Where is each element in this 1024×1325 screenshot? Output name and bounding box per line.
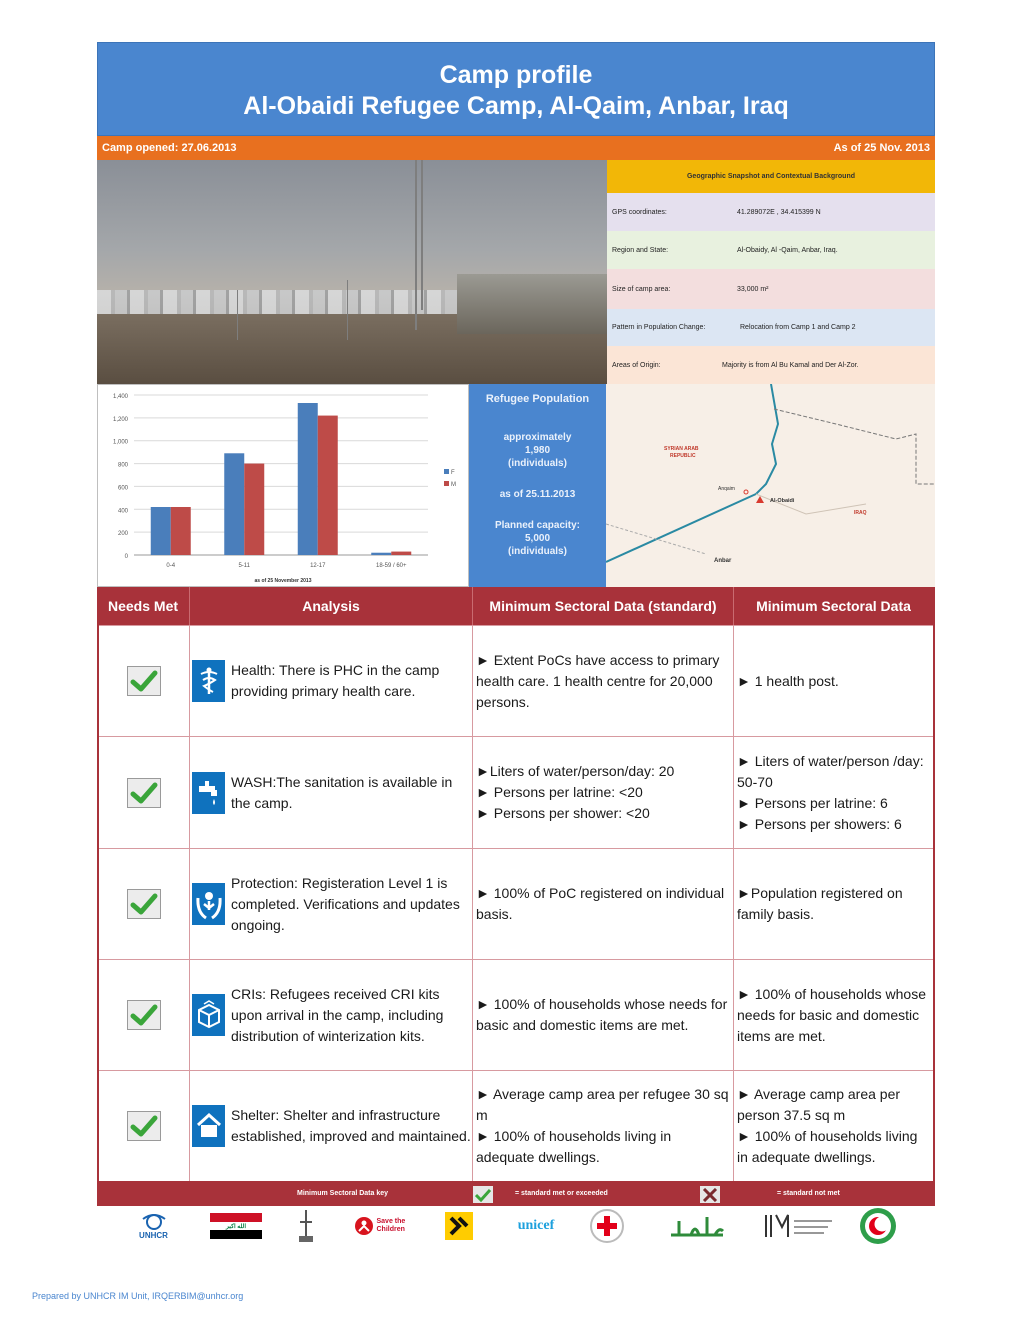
table-row <box>99 959 933 1070</box>
standard-cell <box>473 849 734 959</box>
save-logo-text: Save the Children <box>376 1218 406 1233</box>
needs-met-check-icon <box>127 1111 161 1141</box>
population-heading: Refugee Population <box>485 393 590 405</box>
population-date: as of 25.11.2013 <box>499 489 576 500</box>
legend-met-text: = standard met or exceeded <box>515 1190 608 1197</box>
analysis-text: CRIs: Refugees received CRI kits upon arrival in the camp, including distribution of winterization kits. <box>231 985 444 1044</box>
column-header-standard: Minimum Sectoral Data (standard) <box>473 587 734 625</box>
population-line: approximately <box>503 432 572 443</box>
sector-data-text: ► Average camp area per person 37.5 sq m ► 100% of households living in adequate dwellings. <box>737 1086 918 1165</box>
red-cross-logo <box>587 1205 627 1247</box>
geo-label: Pattern in Population Change: <box>612 324 706 331</box>
analysis-cell <box>190 737 473 848</box>
arabic-ngo-logo <box>667 1205 727 1247</box>
geo-value: Al-Obaidy, Al -Qaim, Anbar, Iraq. <box>737 246 838 254</box>
bar-f-3 <box>371 553 391 555</box>
water-tap-icon <box>192 772 225 814</box>
planned-capacity <box>469 519 606 558</box>
population-total <box>469 431 606 470</box>
sector-data-text: ► Liters of water/person /day: 50-70 ► Persons per latrine: 6 ► Persons per showers: 6 <box>737 752 924 832</box>
capacity-label: Planned capacity: <box>494 520 581 531</box>
geo-value: Relocation from Camp 1 and Camp 2 <box>740 324 856 331</box>
column-header-analysis: Analysis <box>190 587 473 625</box>
location-map <box>606 384 935 587</box>
data-cell <box>734 849 933 959</box>
border-line <box>606 494 756 562</box>
table-row <box>99 1070 933 1181</box>
geo-heading: Geographic Snapshot and Contextual Background <box>607 160 935 193</box>
bar-f-2 <box>298 403 318 555</box>
population-bar-chart <box>98 385 468 586</box>
analysis-text: WASH:The sanitation is available in the camp. <box>231 773 453 811</box>
table-row <box>99 848 933 959</box>
bar-f-1 <box>224 453 244 555</box>
standard-cell <box>473 737 734 848</box>
refugee-population-panel <box>469 384 606 587</box>
camp-photo <box>97 160 607 384</box>
standard-text: ► Extent PoCs have access to primary health care. 1 health centre for 20,000 persons. <box>476 651 720 710</box>
x-tick-label: 0-4 <box>166 563 176 569</box>
camp-opened-date: Camp opened: 27.06.2013 <box>102 142 237 154</box>
y-tick-label: 200 <box>117 531 128 538</box>
table-header <box>99 587 933 625</box>
needs-met-cell <box>99 849 190 959</box>
geo-label: Size of camp area: <box>612 285 671 293</box>
legend-check-icon <box>473 1186 493 1203</box>
as-of-date: As of 25 Nov. 2013 <box>833 142 930 154</box>
chart-footnote: as of 25 November 2013 <box>254 578 312 584</box>
needs-met-cell <box>99 1071 190 1181</box>
analysis-text: Shelter: Shelter and infrastructure established, improved and maintained. <box>231 1107 471 1144</box>
sector-data-text: ►Population registered on family basis. <box>737 885 903 922</box>
needs-met-check-icon <box>127 666 161 696</box>
legend-cross-icon <box>700 1186 720 1203</box>
town-marker-icon <box>744 490 748 494</box>
population-chart <box>97 384 469 587</box>
camp-label: Al-Obaidi <box>770 498 795 504</box>
y-tick-label: 600 <box>117 485 128 492</box>
data-cell <box>734 1071 933 1181</box>
geo-label: Region and State: <box>612 246 669 254</box>
y-tick-label: 1,000 <box>112 439 128 446</box>
x-tick-label: 5-11 <box>238 563 251 569</box>
sector-data-text: ► 100% of households whose needs for basic and domestic items are met. <box>737 985 926 1044</box>
geo-row <box>607 346 935 384</box>
analysis-text: Health: There is PHC in the camp providing primary health care. <box>231 662 440 699</box>
footer-credit: Prepared by UNHCR IM Unit, IRQERBIM@unhcr.org <box>32 1291 244 1301</box>
road-line <box>756 494 866 514</box>
population-line: (individuals) <box>508 458 567 469</box>
cri-box-icon <box>192 994 225 1036</box>
geo-value: 41.289072E , 34.415399 N <box>737 208 821 216</box>
standard-text: ► 100% of PoC registered on individual basis. <box>476 885 725 922</box>
anqaim-label: Anqaim <box>718 486 735 492</box>
geo-label: Areas of Origin: <box>612 361 661 369</box>
legend-bar <box>97 1183 935 1206</box>
y-tick-label: 0 <box>124 554 128 560</box>
y-tick-label: 1,400 <box>112 394 128 400</box>
sector-table <box>97 587 935 1183</box>
bar-m-0 <box>171 507 191 555</box>
partner-logos <box>97 1205 935 1250</box>
needs-met-check-icon <box>127 1000 161 1030</box>
page-subtitle: Al-Obaidi Refugee Camp, Al-Qaim, Anbar, Iraq <box>243 92 789 120</box>
data-cell <box>734 960 933 1070</box>
iraq-label: IRAQ <box>854 510 867 516</box>
page-title: Camp profile <box>439 61 593 89</box>
standard-text: ►Liters of water/person/day: 20 ► Persons per latrine: <20 ► Persons per shower: <20 <box>476 763 675 821</box>
road-line <box>606 524 706 554</box>
shelter-icon <box>192 1105 225 1147</box>
column-header-data: Minimum Sectoral Data <box>756 598 911 614</box>
standard-text: ► 100% of households whose needs for basic and domestic items are met. <box>476 996 728 1033</box>
border-line <box>756 384 778 494</box>
analysis-cell <box>190 960 473 1070</box>
geo-row <box>607 309 935 346</box>
analysis-cell <box>190 1071 473 1181</box>
geo-row <box>607 193 935 231</box>
road-line <box>774 409 935 484</box>
syria-label: SYRIAN ARAB REPUBLIC <box>664 446 699 459</box>
capacity-line: (individuals) <box>508 546 567 557</box>
analysis-cell <box>190 626 473 736</box>
map-graphic <box>606 384 935 587</box>
anbar-label: Anbar <box>714 558 732 564</box>
capacity-count: 5,000 <box>524 533 551 544</box>
table-row <box>99 736 933 848</box>
standard-cell <box>473 960 734 1070</box>
red-crescent-logo <box>857 1205 899 1247</box>
legend-label: Minimum Sectoral Data key <box>297 1190 389 1197</box>
sector-data-text: ► 1 health post. <box>737 672 839 689</box>
health-icon <box>192 660 225 702</box>
geo-row <box>607 231 935 269</box>
bar-m-2 <box>318 416 338 555</box>
bar-m-3 <box>391 552 411 555</box>
bar-f-0 <box>151 507 171 555</box>
geographic-snapshot <box>607 160 935 384</box>
analysis-text: Protection: Registeration Level 1 is completed. Verifications and updates ongoing. <box>231 874 460 933</box>
ministry-emblem-logo <box>295 1205 317 1247</box>
iraq-flag-logo <box>210 1205 262 1247</box>
legend-swatch-f <box>444 469 449 474</box>
table-row <box>99 625 933 736</box>
needs-met-check-icon <box>127 778 161 808</box>
svg-text:الله اكبر: الله اكبر <box>225 1224 247 1230</box>
save-the-children-logo <box>353 1205 413 1247</box>
unicef-logo: unicef <box>517 1218 555 1233</box>
population-count: 1,980 <box>524 445 551 456</box>
x-tick-label: 18-59 / 60+ <box>375 563 407 569</box>
data-cell <box>734 626 933 736</box>
camp-profile-sheet <box>97 42 935 1206</box>
protection-icon <box>192 883 225 925</box>
y-tick-label: 800 <box>117 462 128 469</box>
legend-label-f: F <box>451 470 455 476</box>
geo-row <box>607 269 935 309</box>
camp-opened-bar <box>97 136 935 160</box>
unhcr-logo-text: UNHCR <box>139 1230 168 1240</box>
y-tick-label: 400 <box>117 508 128 515</box>
y-tick-label: 1,200 <box>112 416 128 423</box>
unhcr-logo <box>131 1205 176 1247</box>
needs-met-cell <box>99 737 190 848</box>
irc-logo <box>445 1205 473 1247</box>
title-banner <box>97 42 935 136</box>
needs-met-check-icon <box>127 889 161 919</box>
ministry-text-logo <box>762 1205 837 1247</box>
x-tick-label: 12-17 <box>310 563 326 569</box>
standard-cell <box>473 626 734 736</box>
needs-met-cell <box>99 960 190 1070</box>
legend-not-met-text: = standard not met <box>777 1190 840 1197</box>
geo-value: Majority is from Al Bu Kamal and Der Al-Zor. <box>722 361 859 369</box>
bar-m-1 <box>244 464 264 555</box>
standard-text: ► Average camp area per refugee 30 sq m ► 100% of households living in adequate dwellings. <box>476 1086 729 1165</box>
analysis-cell <box>190 849 473 959</box>
geo-value: 33,000 m² <box>737 285 769 293</box>
column-header-needs-met: Needs Met <box>99 587 190 625</box>
data-cell <box>734 737 933 848</box>
standard-cell <box>473 1071 734 1181</box>
geo-label: GPS coordinates: <box>612 208 667 216</box>
legend-label-m: M <box>451 482 456 488</box>
needs-met-cell <box>99 626 190 736</box>
legend-swatch-m <box>444 481 449 486</box>
